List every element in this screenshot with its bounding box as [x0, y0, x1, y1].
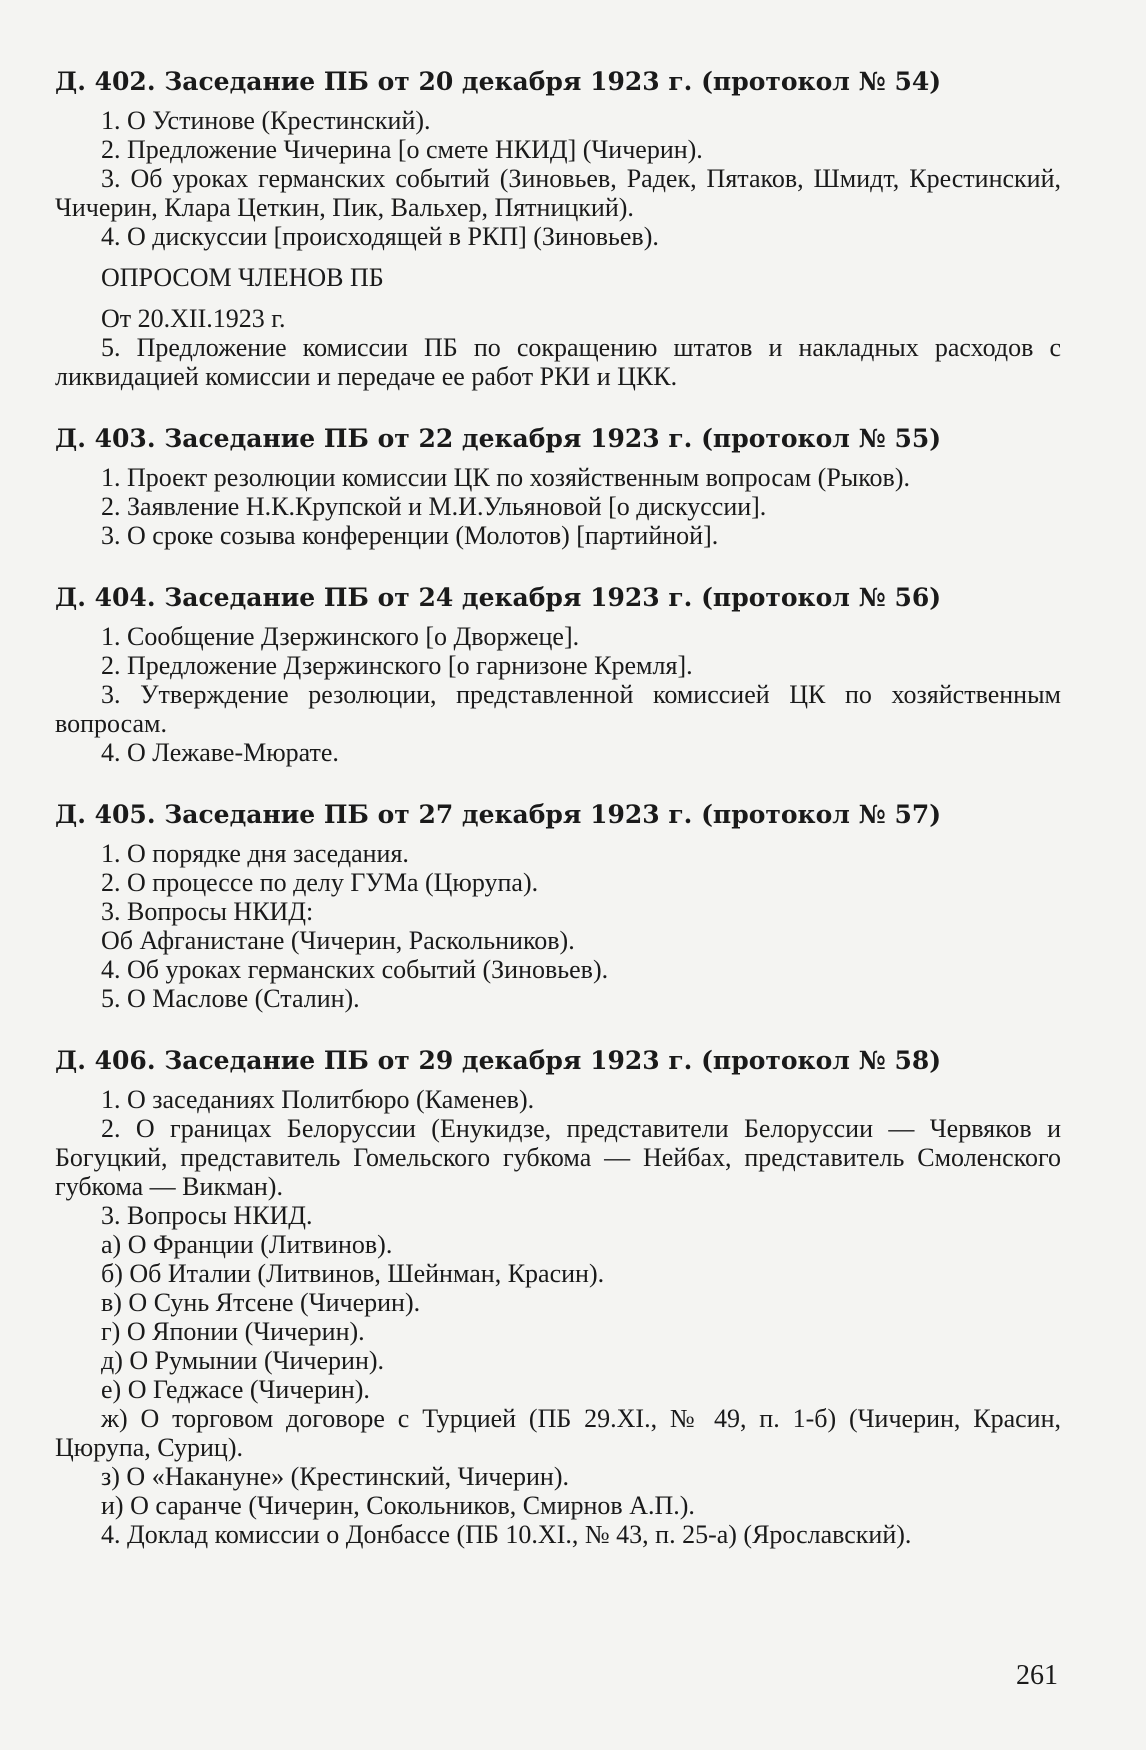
- agenda-subitem: д) О Румынии (Чичерин).: [101, 1346, 385, 1375]
- section-heading: Д. 402. Заседание ПБ от 20 декабря 1923 г. (протокол № 54): [55, 67, 942, 96]
- protocol-section-404: [55, 580, 1061, 767]
- agenda-subitem: и) О саранче (Чичерин, Сокольников, Смирнов А.П.).: [101, 1491, 695, 1520]
- agenda-item: 4. Доклад комиссии о Донбассе (ПБ 10.XI., № 43, п. 25-а) (Ярославский).: [101, 1520, 912, 1549]
- agenda-item: 1. О порядке дня заседания.: [101, 839, 409, 868]
- section-heading: Д. 406. Заседание ПБ от 29 декабря 1923 г. (протокол № 58): [55, 1046, 942, 1075]
- page-number: 261: [1016, 1660, 1058, 1691]
- agenda-item: 1. Проект резолюции комиссии ЦК по хозяйственным вопросам (Рыков).: [101, 463, 910, 492]
- agenda-subitem: г) О Японии (Чичерин).: [101, 1317, 365, 1346]
- section-heading: Д. 404. Заседание ПБ от 24 декабря 1923 г. (протокол № 56): [55, 583, 942, 612]
- agenda-item: 1. Сообщение Дзержинского [о Дворжеце].: [101, 622, 580, 651]
- protocol-section-406: [55, 1043, 1061, 1549]
- agenda-item: 2. Заявление Н.К.Крупской и М.И.Ульяновой [о дискуссии].: [101, 492, 767, 521]
- agenda-item: 2. Предложение Дзержинского [о гарнизоне Кремля].: [101, 651, 693, 680]
- section-heading: Д. 403. Заседание ПБ от 22 декабря 1923 г. (протокол № 55): [55, 424, 942, 453]
- agenda-item: 3. Вопросы НКИД.: [101, 1201, 313, 1230]
- agenda-subitem: в) О Сунь Ятсене (Чичерин).: [101, 1288, 421, 1317]
- section-heading: Д. 405. Заседание ПБ от 27 декабря 1923 г. (протокол № 57): [55, 800, 942, 829]
- agenda-item: 3. О сроке созыва конференции (Молотов) [партийной].: [101, 521, 719, 550]
- poll-date: От 20.XII.1923 г.: [101, 304, 286, 333]
- agenda-subitem: б) Об Италии (Литвинов, Шейнман, Красин).: [101, 1259, 605, 1288]
- agenda-item: 3. Утверждение резолюции, представленной комиссией ЦК по хозяйственным вопросам.: [55, 680, 1061, 738]
- agenda-subitem: Об Афганистане (Чичерин, Раскольников).: [101, 926, 575, 955]
- agenda-item: 4. О дискуссии [происходящей в РКП] (Зиновьев).: [101, 222, 659, 251]
- agenda-subitem: ж) О торговом договоре с Турцией (ПБ 29.XI., № 49, п. 1-б) (Чичерин, Красин, Цюрупа, Суриц).: [55, 1404, 1061, 1462]
- agenda-item: 5. Предложение комиссии ПБ по сокращению штатов и накладных расходов с ликвидацией комиссии и передаче ее работ РКИ и ЦКК.: [55, 333, 1061, 391]
- protocol-section-402: [55, 64, 1061, 391]
- agenda-item: 5. О Маслове (Сталин).: [101, 984, 360, 1013]
- agenda-item: 3. Об уроках германских событий (Зиновьев, Радек, Пятаков, Шмидт, Крестинский, Чичерин, Клара Цеткин, Пик, Вальхер, Пятницкий).: [55, 164, 1061, 222]
- agenda-subitem: е) О Геджасе (Чичерин).: [101, 1375, 370, 1404]
- agenda-item: 2. О границах Белоруссии (Енукидзе, представители Белоруссии — Червяков и Богуцкий, представитель Гомельского губкома — Нейбах, представитель Смоленского губкома — Викман).: [55, 1114, 1061, 1201]
- agenda-item: 3. Вопросы НКИД:: [101, 897, 314, 926]
- document-page: [55, 64, 1061, 1579]
- agenda-subitem: з) О «Накануне» (Крестинский, Чичерин).: [101, 1462, 569, 1491]
- agenda-item: 2. О процессе по делу ГУМа (Цюрупа).: [101, 868, 539, 897]
- protocol-section-405: [55, 797, 1061, 1013]
- agenda-item: 4. Об уроках германских событий (Зиновьев).: [101, 955, 609, 984]
- agenda-item: 1. О заседаниях Политбюро (Каменев).: [101, 1085, 535, 1114]
- agenda-subitem: а) О Франции (Литвинов).: [101, 1230, 393, 1259]
- agenda-item: 2. Предложение Чичерина [о смете НКИД] (Чичерин).: [101, 135, 703, 164]
- agenda-item: 1. О Устинове (Крестинский).: [101, 106, 431, 135]
- agenda-item: 4. О Лежаве-Мюрате.: [101, 738, 339, 767]
- poll-note: ОПРОСОМ ЧЛЕНОВ ПБ: [101, 263, 384, 292]
- protocol-section-403: [55, 421, 1061, 550]
